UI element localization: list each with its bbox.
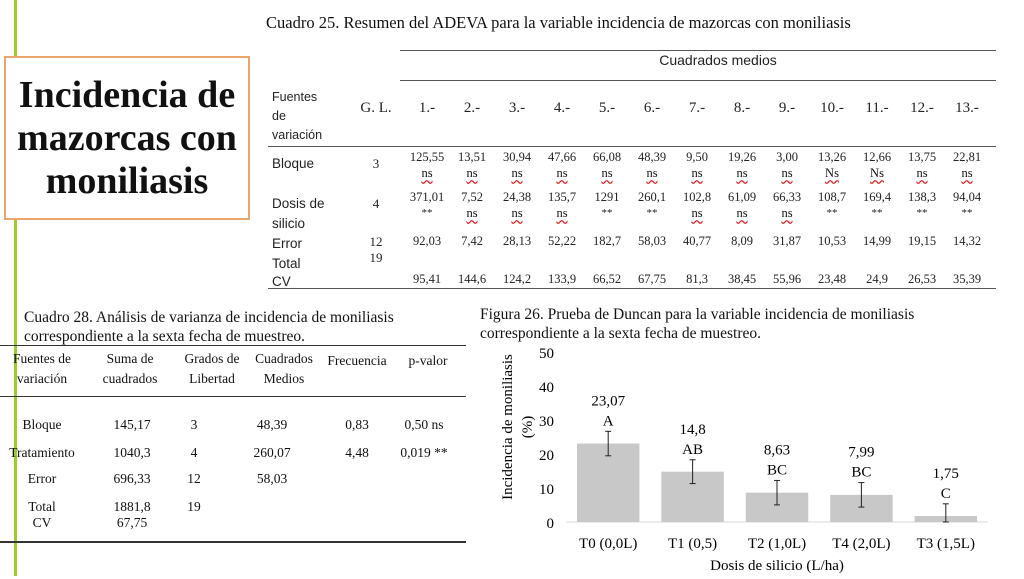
caption-cuadro-28: Cuadro 28. Análisis de varianza de incidencia de moniliasis correspondiente a la sexta fecha de muestreo.	[24, 309, 394, 345]
y-tick-label: 50	[539, 346, 554, 362]
row-label: Dosis de silicio	[272, 196, 325, 231]
column-header: Grados de Libertad	[184, 351, 240, 386]
cell-value: 12,66	[862, 150, 892, 164]
y-tick-label: 20	[539, 448, 554, 464]
cell-value: 26,53	[907, 272, 937, 286]
data-label: 7,99	[848, 444, 875, 461]
chart-svg	[490, 338, 1010, 574]
table-rule	[400, 50, 996, 51]
significance: **	[421, 207, 433, 219]
significance: Ns	[825, 166, 839, 180]
cell-value: 125,55	[409, 150, 445, 164]
gl-value: 3	[372, 156, 380, 171]
column-header: 3.-	[508, 100, 526, 116]
cell-value: 23,48	[817, 272, 847, 286]
x-tick-label: T1 (0,5)	[668, 536, 718, 552]
significance: ns	[601, 166, 613, 180]
cell-value: 24,9	[866, 272, 888, 286]
cell-value: 4,48	[345, 445, 369, 460]
group-letter: A	[602, 413, 614, 430]
cell-value: 7,42	[461, 234, 483, 248]
cell-value: 14,99	[862, 234, 892, 248]
cell-value: 102,8	[682, 190, 712, 204]
cuadrados-medios-title: Cuadrados medios	[659, 52, 777, 68]
cell-value: 35,39	[952, 272, 982, 286]
cell-value: 61,09	[727, 190, 757, 204]
cell-value: 260,1	[637, 190, 667, 204]
cell-value: 10,53	[817, 234, 847, 248]
slide-title: Incidencia de mazorcas con moniliasis	[17, 73, 237, 202]
significance: ns	[691, 206, 703, 220]
cell-value: 94,04	[952, 190, 982, 204]
y-axis-label: Incidencia de moniliasis (%)	[500, 354, 536, 500]
cell-value: 67,75	[637, 272, 667, 286]
cell-value: 38,45	[727, 272, 757, 286]
table-rule	[0, 541, 466, 543]
cell-value: 260,07	[253, 445, 291, 460]
significance: ns	[511, 206, 523, 220]
significance: ns	[466, 166, 478, 180]
cell-value: 19,15	[907, 234, 937, 248]
x-tick-label: T3 (1,5L)	[916, 536, 975, 552]
cell-value: 55,96	[772, 272, 802, 286]
table-cuadro-28	[0, 345, 466, 545]
cell-value: 14,32	[952, 234, 982, 248]
significance: ns	[466, 206, 478, 220]
group-letter: BC	[766, 462, 788, 479]
cell-value: 95,41	[412, 272, 442, 286]
table-rule	[0, 396, 466, 397]
significance: ns	[556, 206, 568, 220]
column-header: 5.-	[598, 100, 616, 116]
column-header: 7.-	[688, 100, 706, 116]
cell-value: CV	[32, 515, 52, 530]
column-header: Fuentes de variación	[12, 351, 72, 386]
caption-figura-26: Figura 26. Prueba de Duncan para la variable incidencia de moniliasis correspondiente a la sexta fecha de muestreo.	[480, 306, 915, 342]
significance: ns	[511, 166, 523, 180]
column-header: 8.-	[733, 100, 751, 116]
table-rule	[268, 146, 996, 147]
cell-value: 52,22	[547, 234, 577, 248]
caption-cuadro-25: Cuadro 25. Resumen del ADEVA para la variable incidencia de mazorcas con moniliasis	[266, 13, 851, 32]
cell-value: 7,52	[461, 190, 483, 204]
table-cuadro-25	[268, 50, 996, 294]
significance: ns	[961, 166, 973, 180]
cell-value: 371,01	[409, 190, 445, 204]
cell-value: 9,50	[686, 150, 708, 164]
column-header: 2.-	[463, 100, 481, 116]
cell-value: 12	[187, 471, 201, 486]
cell-value: 40,77	[682, 234, 712, 248]
group-letter: BC	[851, 464, 872, 481]
group-letter: C	[940, 485, 951, 502]
cell-value: 4	[190, 445, 198, 460]
cell-value: 696,33	[113, 471, 151, 486]
y-tick-label: 0	[546, 516, 554, 532]
table-rule	[0, 345, 466, 346]
cell-value: 8,09	[731, 234, 753, 248]
significance: ns	[781, 166, 793, 180]
cell-value: 81,3	[686, 272, 708, 286]
row-label: Error	[272, 236, 302, 251]
cell-value: 124,2	[502, 272, 532, 286]
gl-header: G. L.	[360, 100, 392, 116]
column-header: Suma de cuadrados	[102, 351, 158, 386]
significance: **	[601, 207, 613, 219]
cell-value: 0,83	[345, 417, 369, 432]
significance: ns	[781, 206, 793, 220]
column-header: 9.-	[778, 100, 796, 116]
cell-value: 182,7	[592, 234, 622, 248]
gl-value: 19	[369, 250, 383, 265]
cell-value: 48,39	[637, 150, 667, 164]
y-tick-label: 30	[539, 414, 554, 430]
x-axis-label: Dosis de silicio (L/ha)	[710, 558, 844, 574]
column-header: 4.-	[553, 100, 571, 116]
cell-value: 0,50 ns	[404, 417, 444, 432]
cell-value: 1881,8	[113, 499, 151, 514]
column-header: 10.-	[820, 100, 844, 116]
cell-value: 48,39	[256, 417, 288, 432]
significance: ns	[556, 166, 568, 180]
group-letter: AB	[682, 441, 704, 458]
significance: **	[871, 207, 883, 219]
cell-value: 138,3	[907, 190, 937, 204]
x-tick-label: T4 (2,0L)	[832, 536, 891, 552]
significance: ns	[421, 166, 433, 180]
row-label: Bloque	[272, 156, 315, 171]
column-header: Cuadrados Medios	[255, 351, 313, 386]
significance: **	[646, 207, 658, 219]
cell-value: 58,03	[637, 234, 667, 248]
cell-value: 169,4	[862, 190, 892, 204]
x-tick-label: T2 (1,0L)	[747, 536, 807, 552]
cell-value: 67,75	[116, 515, 148, 530]
cell-value: 92,03	[412, 234, 442, 248]
significance: **	[916, 207, 928, 219]
cell-value: 135,7	[547, 190, 577, 204]
cell-value: Tratamiento	[9, 445, 75, 460]
gl-value: 12	[369, 234, 383, 249]
fuentes-header: Fuentes de variación	[272, 90, 323, 142]
cell-value: 31,87	[772, 234, 802, 248]
row-label: CV	[272, 274, 291, 289]
cell-value: Bloque	[22, 417, 62, 432]
column-header: 1.-	[418, 100, 436, 116]
cell-value: 47,66	[547, 150, 577, 164]
significance: ns	[736, 206, 748, 220]
column-header: p-valor	[408, 353, 448, 368]
cell-value: 19	[187, 499, 201, 514]
significance: Ns	[870, 166, 884, 180]
title-box	[4, 56, 250, 220]
significance: ns	[646, 166, 658, 180]
significance: **	[826, 207, 838, 219]
column-header: 11.-	[865, 100, 889, 116]
cell-value: Total	[28, 499, 56, 514]
cell-value: 24,38	[502, 190, 532, 204]
cell-value: 66,08	[592, 150, 622, 164]
cell-value: 66,33	[772, 190, 802, 204]
data-label: 23,07	[591, 393, 626, 410]
cell-value: 133,9	[547, 272, 577, 286]
y-tick-label: 40	[539, 380, 554, 396]
significance: ns	[691, 166, 703, 180]
column-header: Frecuencia	[327, 353, 387, 368]
significance: ns	[736, 166, 748, 180]
x-tick-label: T0 (0,0L)	[579, 536, 638, 552]
row-label: Total	[272, 256, 301, 271]
column-header: 13.-	[955, 100, 979, 116]
cell-value: 13,75	[907, 150, 937, 164]
cell-value: 13,26	[817, 150, 847, 164]
cell-value: Error	[27, 471, 57, 486]
data-label: 8,63	[763, 442, 791, 459]
cell-value: 3	[190, 417, 198, 432]
cell-value: 144,6	[457, 272, 487, 286]
cell-value: 66,52	[592, 272, 622, 286]
cell-value: 22,81	[952, 150, 982, 164]
cell-value: 0,019 **	[400, 445, 448, 460]
cell-value: 108,7	[817, 190, 847, 204]
y-tick-label: 10	[539, 482, 554, 498]
duncan-bar-chart	[490, 338, 1010, 574]
significance: **	[961, 207, 973, 219]
cell-value: 58,03	[256, 471, 288, 486]
cell-value: 13,51	[457, 150, 487, 164]
column-header: 12.-	[910, 100, 934, 116]
cell-value: 145,17	[113, 417, 151, 432]
cell-value: 30,94	[502, 150, 532, 164]
column-header: 6.-	[643, 100, 661, 116]
cell-value: 1291	[594, 190, 620, 204]
cell-value: 28,13	[502, 234, 532, 248]
significance: ns	[916, 166, 928, 180]
data-label: 1,75	[932, 465, 959, 482]
cell-value: 19,26	[727, 150, 757, 164]
gl-value: 4	[372, 196, 380, 211]
data-label: 14,8	[679, 421, 706, 438]
table-rule	[268, 288, 996, 289]
cell-value: 3,00	[776, 150, 798, 164]
table-rule	[400, 80, 996, 81]
cell-value: 1040,3	[113, 445, 151, 460]
